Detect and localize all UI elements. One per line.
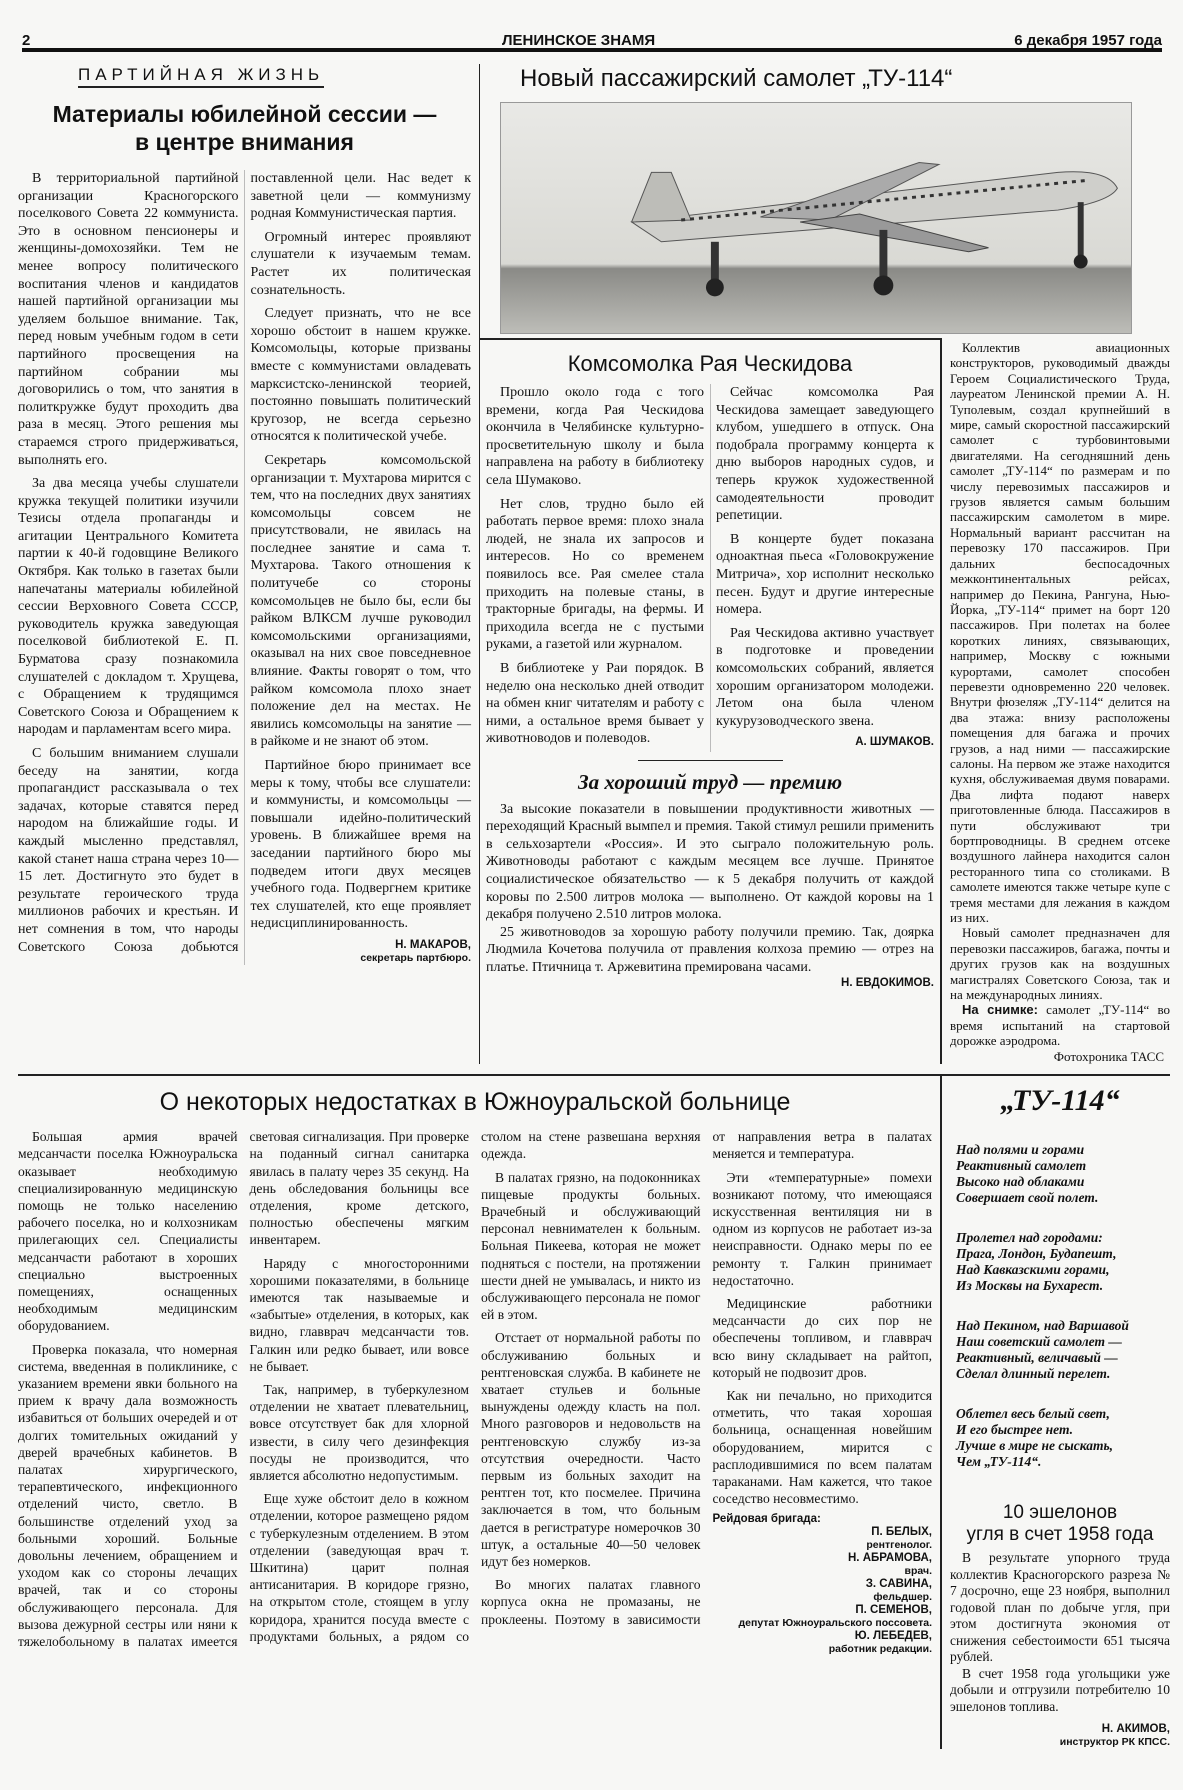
hospital-article xyxy=(18,1076,940,1749)
bottom-section xyxy=(18,1074,1170,1759)
poem-stanza: Над полями и горами Реактивный самолет Высоко над облаками Совершает свой полет. xyxy=(956,1142,1099,1206)
signer-role: работник редакции. xyxy=(828,1643,932,1656)
premium-article-body xyxy=(486,801,934,990)
signer-name: П. СЕМЕНОВ, xyxy=(855,1604,932,1617)
paragraph: В концерте будет показана одноактная пьеса «Головокружение Митрича», хор исполнит несколько песен. Будут и другие интересные номера. xyxy=(716,531,934,618)
signer-name: Ю. ЛЕБЕДЕВ, xyxy=(854,1630,932,1643)
party-article-body xyxy=(18,170,471,965)
coal-article-body xyxy=(950,1550,1170,1749)
poem-stanza: Облетел весь белый свет, И его быстрее нет. Лучше в мире не сыскать, Чем „ТУ-114“. xyxy=(956,1406,1114,1470)
paragraph: В счет 1958 года угольщики уже добыли и отгрузили потребителю 10 эшелонов топлива. xyxy=(950,1665,1170,1714)
tu114-airplane-image xyxy=(501,103,1131,333)
poem-stanza: Пролетел над городами: Прага, Лондон, Будапешт, Над Кавказскими горами, Из Москвы на Бухарест. xyxy=(956,1230,1117,1294)
brigade-label: Рейдовая бригада: xyxy=(712,1513,821,1526)
paragraph: 25 животноводов за хорошую работу получили премию. Так, доярка Людмила Кочетова получила от правления колхоза премию — отрез на платье. Птичница т. Аржевитина премирована часами. xyxy=(486,924,934,975)
paragraph: Сейчас комсомолка Рая Ческидова замещает заведующего клубом, ушедшего в отпуск. Она подобрала программу концерта к дню выборов народных судов, и теперь кружок художественной самодеятельности проводит репетиции. xyxy=(716,385,934,524)
poem-body xyxy=(956,1126,1170,1494)
hospital-article-body xyxy=(18,1128,932,1656)
party-signature xyxy=(251,939,472,965)
paragraph: Проверка показала, что номерная система, введенная в поликлинике, с указанием времени явки больного на прием к врачу дала возможность избавиться от больших очередей и от долгих томительных ожиданий у дверей врачебных кабинетов. В палатах хирургического, терапевтического, инфекционного отделений чисто, светло. В большинстве отделений уход за больными хороший. Больные довольны лечением, обращением и уходом как со стороны лечащих врачей, так и со стороны обслуживающего персонала. Для вызова дежурной сестры или няни к тяжелобольному в палатах имеется световая сигнализация. При проверке на поданный сигнал санитарка явилась в палату через 35 секунд. На день обследования больницы все отделения, кроме детского, полностью обеспечены мягким инвентарем. xyxy=(18,1129,469,1649)
komsomol-article-body xyxy=(486,384,934,752)
rubric-party-life: ПАРТИЙНАЯ ЖИЗНЬ xyxy=(78,64,324,88)
komsomol-signature: А. ШУМАКОВ. xyxy=(855,736,934,749)
paragraph: Коллектив авиационных конструкторов, руководимый дважды Героем Социалистического Труда, лауреатом Ленинской премии А. Н. Туполевым, создал крупнейший в мире, самый скоростной пассажирский самолет с турбовинтовыми двигателями. На сегодняшний день самолет „ТУ-114“ по размерам и по числу перевозимых пассажиров и грузов является самым большим пассажирским самолетом в мире. Нормальный вариант рассчитан на перевозку 170 пассажиров. При дальних беспосадочных межконтинентальных рейсах, например до Пекина, Рангуна, Нью-Йорка, „ТУ-114“ примет на борт 120 пассажиров. При полетах на более коротких линиях, связывающих, например, Москву с южными курортами, самолет способен перевезти одновременно 220 человек. Внутри фюзеляж „ТУ-114“ делится на два этажа: внизу расположены помещения для багажа и прочих грузов, а над ними — пассажирские салоны. На первом же этаже находится кухня, обслуживаемая двумя поварами. Два лифта подают наверх приготовленные блюда. Пассажиров в пути обслуживают три бортпроводницы. В среднем отсеке воздушного лайнера находится салон ресторанного типа со столиками. В самолете имеются также четыре купе с тремя местами для лежания в каждом из них. xyxy=(950,340,1170,926)
paragraph: Новый самолет предназначен для перевозки пассажиров, багажа, почты и других грузов как на воздушных магистралях Советского Союза, так и на международных линиях. xyxy=(950,925,1170,1003)
plane-article-title: Новый пассажирский самолет „ТУ-114“ xyxy=(520,65,953,92)
paragraph: Партийное бюро принимает все меры к тому, чтобы все слушатели: и коммунисты, и комсомольцы — повышали идейно-политический уровень. В ближайшее время на заседании партийного бюро мы подведем итоги двух месяцев учебного года. Подвергнем критике тех слушателей, кто еще проявляет недисциплинированность. xyxy=(250,758,471,932)
paragraph: Рая Ческидова активно участвует в подготовке и проведении комсомольских собраний, является хорошим организатором молодежи. Летом она была членом кукурузоводческого звена. xyxy=(716,625,934,729)
hospital-article-title: О некоторых недостатках в Южноуральской больнице xyxy=(159,1088,791,1117)
paragraph: Нет слов, трудно было ей работать первое время: плохо знала людей, не знала их запросов и интересов. Но со временем появилось все. Рая смелее стала приходить на полевые станы, в тракторные бригады, на фермы. И приходила всегда не с пустыми руками, а газетой или журналом. xyxy=(486,496,704,653)
plane-article xyxy=(480,64,1170,334)
paragraph: В палатах грязно, на подоконниках пищевые продукты больных. Врачебный и обслуживающий персонал невнимателен к больным. Больная Пикеева, которая не может подняться с постели, на протяжении шести дней не умывалась, и никто из обслуживающего персонала не помог ей в этом. xyxy=(481,1169,701,1323)
party-article xyxy=(18,64,480,1064)
paragraph: Секретарь комсомольской организации т. Мухтарова мирится с тем, что на последних двух занятиях комсомольцы совсем не присутствовали, не явилась на последнее занятие и сама т. Мухтарова. Такого отношения к политучебе со стороны комсомольцев не было бы, если бы райком ВЛКСМ лучше руководил комсомольскими организациями, оказывал на них свое повседневное влияние. Факты говорят о том, что райком комсомола плохо знает положение дел на местах. Не явились комсомольцы на занятие — в райкоме и не знают об этом. xyxy=(250,452,471,750)
author-name: Н. АКИМОВ, xyxy=(1101,1723,1170,1736)
paragraph: В библиотеке у Раи порядок. В неделю она несколько дней отводит на обмен книг читателям и работу с ними, а остальное время бывает у животноводов и полеводов. xyxy=(486,660,704,747)
signer-name: П. БЕЛЫХ, xyxy=(871,1526,932,1539)
premium-signature: Н. ЕВДОКИМОВ. xyxy=(841,976,934,989)
author-name: Н. МАКАРОВ, xyxy=(395,938,471,951)
paragraph: Огромный интерес проявляют слушатели к изучаемым темам. Растет их политическая сознательность. xyxy=(250,229,471,298)
paragraph: В территориальной партийной организации Красногорского поселкового Совета 22 коммуниста. Это в основном пенсионеры и женщины-домохозяйки. Тем не менее вопросу политического воспитания членов и кандидатов нашей партийной организации мы уделяем большое внимание. Так, перед новым учебным годом в сети партийного просвещения на партийном собрании мы договорились о том, что занятия в политкружке будут проходить два раза в месяц. Этого решения мы стараемся строго придерживаться, выполнять его. xyxy=(18,171,239,468)
title-line: угля в счет 1958 года xyxy=(966,1524,1154,1546)
paragraph: Прошло около года с того времени, когда Рая Ческидова окончила в Челябинске культурно-просветительную школу и была направлена на работу в библиотеку села Шумаково. xyxy=(486,385,704,488)
paragraph: Медицинские работники медсанчасти до сих пор не обеспечены топливом, и главврач всю вину складывает на райтоп, который не подвозит дров. xyxy=(712,1295,932,1380)
signer-role: фельдшер. xyxy=(873,1591,932,1604)
photo-caption xyxy=(950,1002,1170,1048)
paragraph: За высокие показатели в повышении продуктивности животных — переходящий Красный вымпел и премия. Такой стимул решили применить в сельхозартели «Россия». И это сыграло положительную роль. Животноводы работают с каждым месяцем все лучше. Принятое социалистическое обязательство — к 5 декабря получить от каждой коровы по 2.500 литров молока — выполнено. От каждой коровы на 1 декабря получено 2.510 литров молока. xyxy=(486,801,934,923)
signer-role: врач. xyxy=(904,1565,932,1578)
komsomol-article-title: Комсомолка Рая Ческидова xyxy=(567,351,853,376)
paragraph: В результате упорного труда коллектив Красногорского разреза № 7 досрочно, еще 23 ноября, выполнил годовой план по добыче угля, при этом достигнута экономия от снижения себестоимости 651 тысяча рублей. xyxy=(950,1550,1170,1665)
poem-title: „ТУ-114“ xyxy=(1000,1084,1120,1118)
signer-name: З. САВИНА, xyxy=(865,1578,932,1591)
title-line: в центре внимания xyxy=(135,129,354,155)
signer-role: депутат Южноуральского поссовета. xyxy=(738,1617,932,1630)
raid-brigade-signatures xyxy=(713,1513,933,1656)
paragraph: За два месяца учебы слушатели кружка текущей политики изучили Тезисы отдела пропаганды и агитации Центрального Комитета партии к 40-й годовщине Великого Октября. Как только в газетах были напечатаны материалы юбилейной сессии Верховного Совета СССР, руководитель кружка заведующая поселковой библиотекой Е. П. Бурматова сразу познакомила слушателей с докладом т. Хрущева, с Обращением к трудящимся Советского Союза и Обращением к народам и парламентам всего мира. xyxy=(18,476,239,738)
right-sidebar xyxy=(940,1076,1170,1749)
issue-date: 6 декабря 1957 года xyxy=(1014,32,1162,49)
divider xyxy=(638,760,783,761)
top-section xyxy=(18,64,1170,1064)
paragraph: Еще хуже обстоит дело в кожном отделении, которое размещено рядом с туберкулезным отделением. В этом отделении (заведующая врач т. Шкитина) царит полная антисанитария. В коридоре грязно, на открытом столе, стоящем в углу коридора, хранится посуда вместе с продуктами больных, а рядом со столом на стене развешана верхняя одежда. xyxy=(249,1129,701,1644)
paragraph: Как ни печально, но приходится отметить, что такая хорошая больница, оснащенная новейшим оборудованием, мирится с расплодившимися по всем палатам тараканами. Нам кажется, что такое соседство несовместимо. xyxy=(712,1387,932,1507)
paragraph: Наряду с многосторонними хорошими показателями, в больнице имеются так называемые и «забытые» отделения, в которых, как видно, главврач медсанчасти тов. Галкин или редко бывает, или вовсе не бывает. xyxy=(249,1255,469,1374)
author-role: инструктор РК КПСС. xyxy=(1059,1736,1170,1749)
poem-stanza: Над Пекином, над Варшавой Наш советский самолет — Реактивный, величавый — Сделал длинный перелет. xyxy=(956,1318,1129,1382)
premium-article-title: За хороший труд — премию xyxy=(577,769,843,794)
party-article-title xyxy=(18,100,471,156)
paragraph: Во многих палатах главного корпуса окна не промазаны, не проклеены. Поэтому в зависимости от направления ветра в палатах меняется и температура. xyxy=(481,1129,932,1627)
title-line: 10 эшелонов xyxy=(1002,1502,1118,1524)
newspaper-name: ЛЕНИНСКОЕ ЗНАМЯ xyxy=(502,32,656,49)
paragraph: Следует признать, что не все хорошо обстоит в нашем кружке. Комсомольцы, которые призваны вместе с коммунистами овладевать марксистско-ленинской теорией, постоянно повышать политический кругозор, не всегда серьезно относятся к политической учебе. xyxy=(250,306,471,445)
paragraph: С большим вниманием слушали беседу на занятии, когда пропагандист рассказывала о тех задачах, которые ставятся перед народом на ближайшие годы. И каждый мысленно представлял, какой станет наша страна через 10—15 лет. Достигнуто это будет в результате героического труда миллионов рабочих и крестьян. И нет сомнения в том, что народы Советского Союза добьются поставленной цели. Нас ведет к заветной цели — коммунизму родная Коммунистическая партия. xyxy=(18,171,471,955)
caption-label: На снимке: xyxy=(962,1002,1038,1018)
coal-article-title xyxy=(950,1502,1170,1546)
center-column xyxy=(480,338,942,1064)
page-number: 2 xyxy=(22,32,31,49)
author-role: секретарь партбюро. xyxy=(360,951,471,964)
masthead xyxy=(22,30,1162,52)
photo-credit: Фотохроника ТАСС xyxy=(1053,1048,1164,1064)
plane-photo xyxy=(500,102,1132,334)
paragraph: Так, например, в туберкулезном отделении не хватает плевательниц, вовсе отсутствует бак для хлорной извести, в силу чего дезинфекция посуды не производится, что является абсолютно недопустимым. xyxy=(249,1381,469,1483)
tu114-article-body xyxy=(942,334,1170,1064)
caption-text: самолет „ТУ-114“ во время испытаний на стартовой дорожке аэродрома. xyxy=(950,1002,1170,1049)
coal-signature xyxy=(950,1723,1170,1749)
paragraph: Большая армия врачей медсанчасти поселка Южноуральска оказывает необходимую специализированную медицинскую помощь не только населению рабочего поселка, но и колхозникам прилегающих сел. Специалисты медсанчасти работают в хороших специально выстроенных помещениях, оснащенных необходимым медицинским оборудованием. xyxy=(18,1129,238,1334)
paragraph: Отстает от нормальной работы по обслуживанию больных и рентгеновская служба. В кабинете не хватает стульев и больные вынуждены одежду класть на пол. Много разговоров и недовольств на рентгеновскую службу из-за отсутствия очередности. Часто первым из больных заходит на рентген тот, кто посмелее. Причина заключается в том, что больным дается в регистратуре номерочков 30 штук, а остальные 40—50 человек идут без номерков. xyxy=(481,1330,701,1569)
signer-name: Н. АБРАМОВА, xyxy=(848,1552,932,1565)
paragraph: Эти «температурные» помехи возникают потому, что имеющаяся искусственная вентиляция ни в одном из корпусов не работает из-за неисправности. Однако меры по ее ремонту т. Галкин принимает недостаточно. xyxy=(712,1169,932,1288)
title-line: Материалы юбилейной сессии — xyxy=(52,101,437,127)
signer-role: рентгенолог. xyxy=(866,1539,932,1552)
